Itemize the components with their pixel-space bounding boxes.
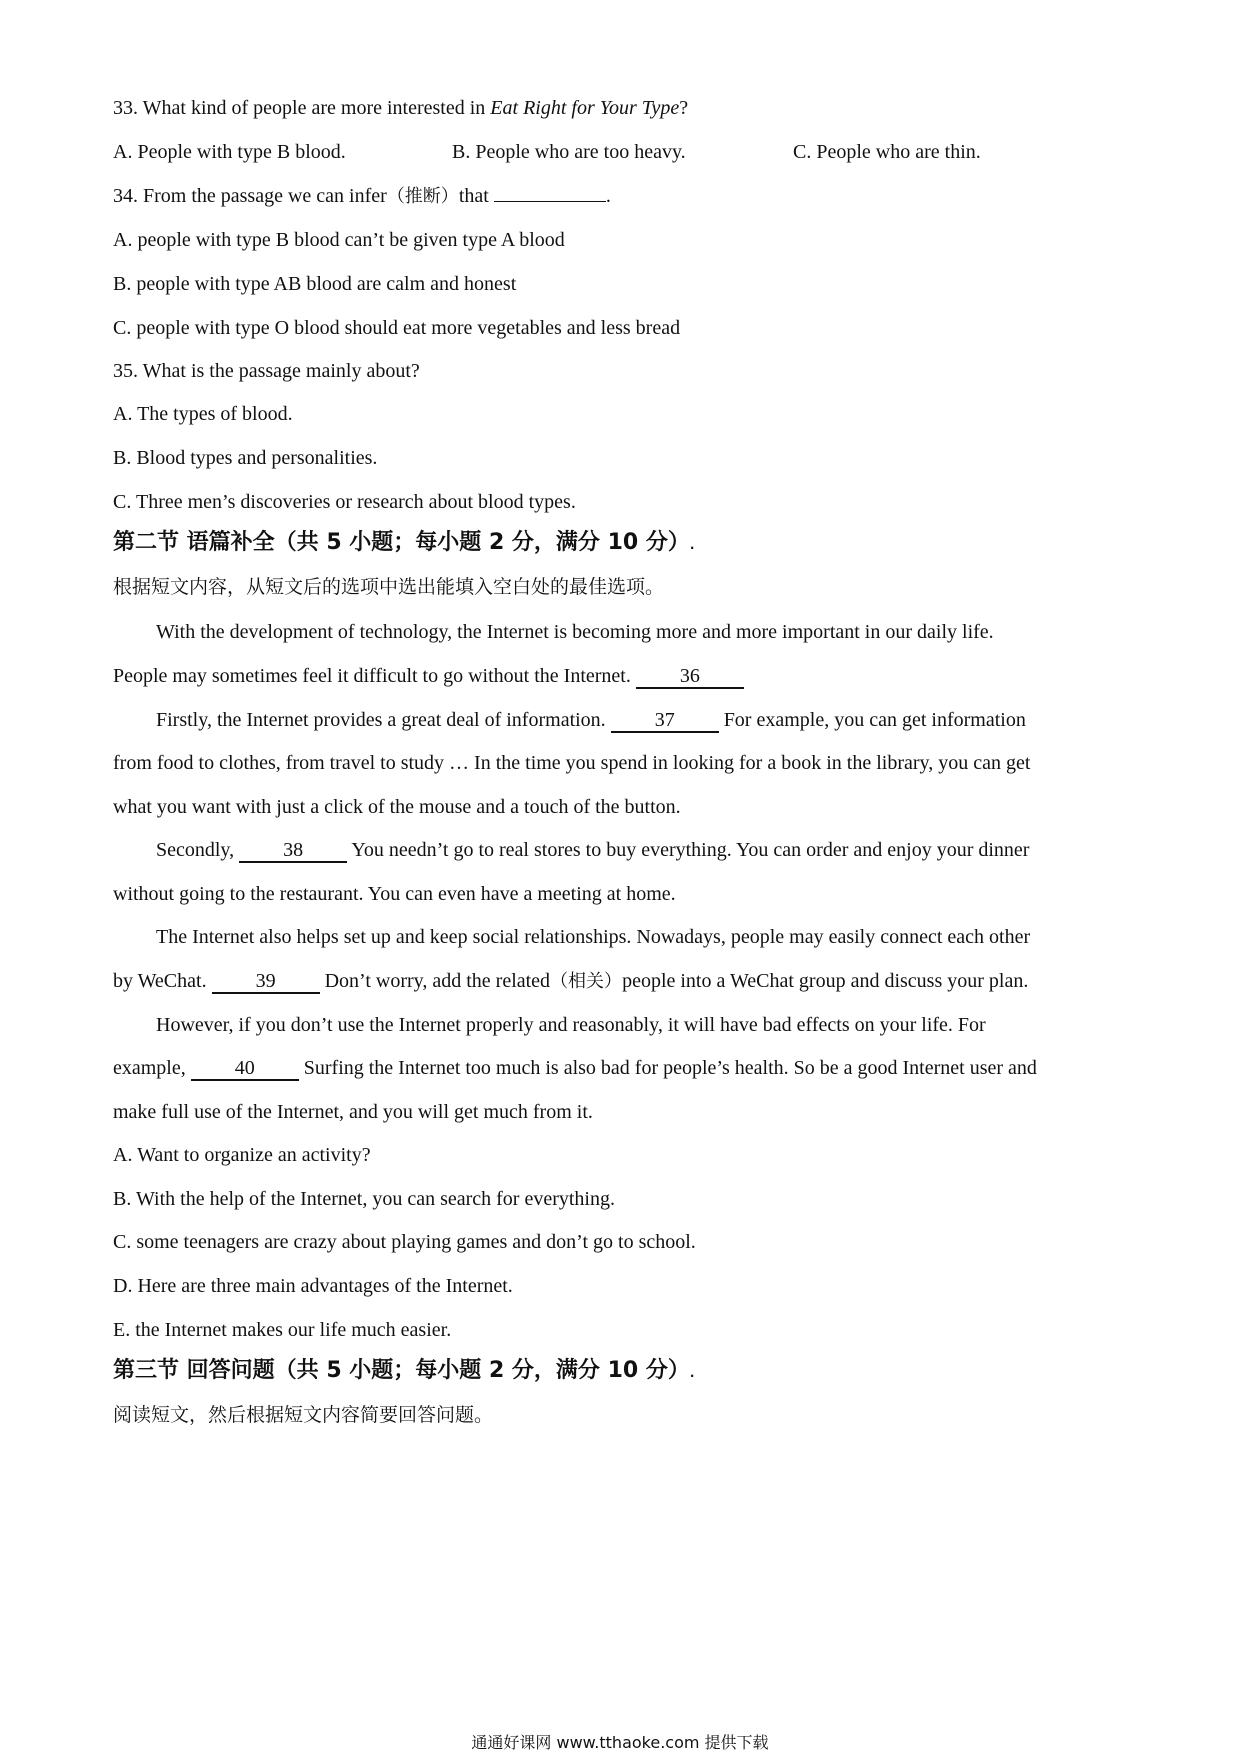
passage-paragraph-5-line-1: However, if you don’t use the Internet properly and reasonably, it will have bad effects on your life. For <box>156 1014 986 1036</box>
blank-37: 37 <box>611 710 719 733</box>
passage-text: You needn’t go to real stores to buy everything. You can order and enjoy your dinner <box>351 839 1030 861</box>
question-34-stem <box>113 186 611 206</box>
blank-40: 40 <box>191 1058 299 1081</box>
question-35-stem: 35. What is the passage mainly about? <box>113 360 420 382</box>
question-34-text: 34. From the passage we can infer <box>113 185 387 207</box>
passage-text: example, <box>113 1057 186 1079</box>
passage-paragraph-2-line-3: what you want with just a click of the mouse and a touch of the button. <box>113 796 681 818</box>
section-3-instruction: 阅读短文，然后根据短文内容简要回答问题。 <box>113 1404 494 1426</box>
option-a: A. The types of blood. <box>113 403 293 425</box>
book-title: Eat Right for Your Type <box>490 97 680 119</box>
choice-b: B. With the help of the Internet, you can search for everything. <box>113 1188 615 1210</box>
question-34-that: that <box>458 185 489 207</box>
choice-c: C. some teenagers are crazy about playing games and don’t go to school. <box>113 1231 696 1253</box>
option-c: C. Three men’s discoveries or research about blood types. <box>113 491 576 513</box>
section-2-title: 第二节 语篇补全（共 5 小题；每小题 2 分，满分 10 分） <box>113 530 690 555</box>
passage-paragraph-4-line-1: The Internet also helps set up and keep social relationships. Nowadays, people may easily connect each other <box>156 926 1031 948</box>
chinese-gloss: （相关） <box>550 971 623 992</box>
passage-paragraph-1-line-2 <box>113 666 744 689</box>
section-3-heading: 第三节 回答问题（共 5 小题；每小题 2 分，满分 10 分）. <box>113 1358 695 1383</box>
passage-text: Surfing the Internet too much is also bad for people’s health. So be a good Internet user and <box>303 1057 1037 1079</box>
option-b: B. people with type AB blood are calm and honest <box>113 273 517 295</box>
passage-paragraph-4-line-2 <box>113 971 1028 994</box>
blank-39: 39 <box>212 971 320 994</box>
option-c: C. People who are thin. <box>793 141 981 163</box>
period: . <box>605 185 611 207</box>
answer-blank <box>494 201 606 202</box>
question-mark: ? <box>679 97 689 119</box>
option-c: C. people with type O blood should eat more vegetables and less bread <box>113 317 681 339</box>
passage-text: For example, you can get information <box>723 709 1026 731</box>
section-2-heading: 第二节 语篇补全（共 5 小题；每小题 2 分，满分 10 分）. <box>113 530 695 555</box>
question-33-options <box>113 142 1113 166</box>
choice-e: E. the Internet makes our life much easier. <box>113 1319 452 1341</box>
passage-text: by WeChat. <box>113 970 207 992</box>
option-b: B. Blood types and personalities. <box>113 447 378 469</box>
choice-d: D. Here are three main advantages of the Internet. <box>113 1275 513 1297</box>
passage-text: People may sometimes feel it difficult to go without the Internet. <box>113 665 631 687</box>
option-a: A. people with type B blood can’t be given type A blood <box>113 229 565 251</box>
passage-text: Secondly, <box>156 839 235 861</box>
passage-text: Don’t worry, add the related <box>324 970 551 992</box>
chinese-gloss: （推断） <box>386 186 459 207</box>
choice-a: A. Want to organize an activity? <box>113 1144 371 1166</box>
section-2-instruction: 根据短文内容，从短文后的选项中选出能填入空白处的最佳选项。 <box>113 576 665 598</box>
passage-paragraph-2-line-2: from food to clothes, from travel to study … In the time you spend in looking for a book in the library, you can get <box>113 752 1031 774</box>
question-33-text: 33. What kind of people are more interested in <box>113 97 491 119</box>
passage-paragraph-1-line-1: With the development of technology, the Internet is becoming more and more important in our daily life. <box>156 621 994 643</box>
question-33-stem <box>113 98 688 118</box>
passage-text: people into a WeChat group and discuss your plan. <box>622 970 1029 992</box>
passage-paragraph-3-line-2: without going to the restaurant. You can even have a meeting at home. <box>113 883 676 905</box>
page-footer: 通通好课网 www.tthaoke.com 提供下载 <box>471 1733 769 1752</box>
passage-paragraph-3-line-1 <box>156 840 1029 863</box>
passage-paragraph-5-line-2 <box>113 1058 1037 1081</box>
blank-38: 38 <box>239 840 347 863</box>
passage-text: Firstly, the Internet provides a great deal of information. <box>156 709 606 731</box>
passage-paragraph-5-line-3: make full use of the Internet, and you will get much from it. <box>113 1101 593 1123</box>
option-b: B. People who are too heavy. <box>452 141 686 163</box>
passage-paragraph-2-line-1 <box>156 710 1026 733</box>
blank-36: 36 <box>636 666 744 689</box>
option-a: A. People with type B blood. <box>113 141 346 163</box>
section-3-title: 第三节 回答问题（共 5 小题；每小题 2 分，满分 10 分） <box>113 1358 690 1383</box>
